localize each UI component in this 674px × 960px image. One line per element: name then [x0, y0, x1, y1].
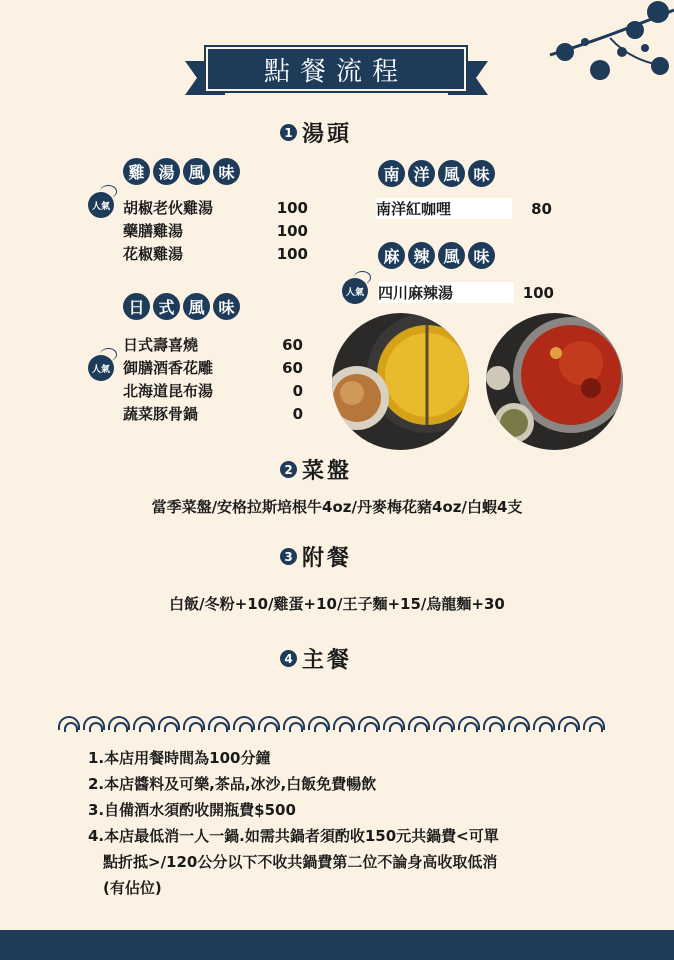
section-main-header [280, 643, 352, 674]
menu-mala-list [378, 281, 554, 304]
blossom-branch-icon [540, 0, 674, 90]
section-label: 菜盤 [302, 459, 353, 484]
section-plate-header [280, 454, 352, 485]
section-label: 主餐 [302, 648, 353, 673]
category-japanese: 日 式 風 味 [123, 293, 240, 320]
note-line: 3.自備酒水須酌收開瓶費$500 [88, 801, 296, 819]
menu-item: 北海道昆布湯 0 [123, 381, 303, 400]
footer-band [0, 930, 674, 960]
menu-item: 花椒雞湯 100 [123, 244, 308, 263]
hotpot-photo-mala [486, 313, 623, 450]
side-description: 白飯/冬粉+10/雞蛋+10/王子麵+15/烏龍麵+30 [169, 595, 505, 613]
hotpot-photo-golden [332, 313, 469, 450]
popular-tag: 人氣 [88, 355, 114, 381]
menu-item: 日式壽喜燒 60 [123, 335, 303, 354]
menu-item: 胡椒老伙雞湯 100 [123, 198, 308, 217]
menu-item: 御膳酒香花雕 60 [123, 358, 303, 377]
popular-tag: 人氣 [88, 192, 114, 218]
menu-item: 蔬菜豚骨鍋 0 [123, 404, 303, 423]
section-number: 1 [280, 124, 297, 141]
menu-nanyang-list [376, 197, 552, 220]
section-label: 附餐 [302, 546, 353, 571]
section-number: 4 [280, 650, 297, 667]
popular-tag: 人氣 [342, 278, 368, 304]
section-number: 2 [280, 461, 297, 478]
category-chicken: 雞 湯 風 味 [123, 158, 240, 185]
page-title: 點餐流程 [206, 47, 466, 91]
note-line: 2.本店醬料及可樂,茶品,冰沙,白飯免費暢飲 [88, 775, 377, 793]
menu-item: 南洋紅咖哩 80 [376, 199, 552, 218]
menu-chicken-list [123, 196, 308, 265]
menu-item: 四川麻辣湯 100 [378, 283, 554, 302]
section-side-header [280, 541, 352, 572]
note-line: 4.本店最低消一人一鍋.如需共鍋者須酌收150元共鍋費<可單 [88, 827, 499, 845]
section-label: 湯頭 [302, 122, 353, 147]
menu-item: 藥膳雞湯 100 [123, 221, 308, 240]
plate-description: 當季菜盤/安格拉斯培根牛4oz/丹麥梅花豬4oz/白蝦4支 [151, 498, 523, 516]
category-nanyang: 南 洋 風 味 [378, 160, 495, 187]
section-soup-header [280, 117, 352, 148]
note-line: 1.本店用餐時間為100分鐘 [88, 749, 271, 767]
notes-list [88, 745, 608, 901]
category-mala: 麻 辣 風 味 [378, 242, 495, 269]
menu-japanese-list [123, 333, 303, 425]
note-line: 點折抵>/120公分以下不收共鍋費第二位不論身高收取低消 [103, 853, 498, 871]
section-number: 3 [280, 548, 297, 565]
note-line: (有佔位) [103, 879, 162, 897]
wave-divider [58, 716, 608, 732]
